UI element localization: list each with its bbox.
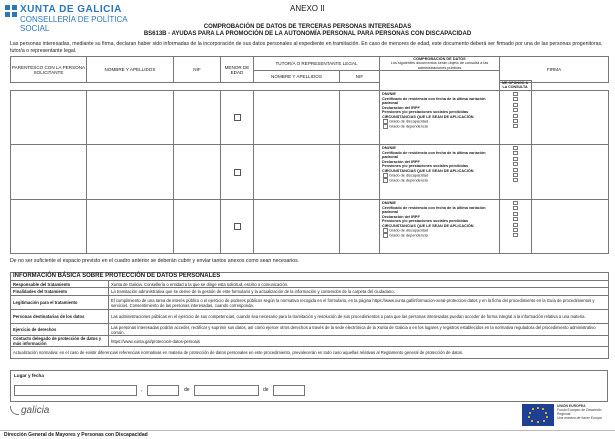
opongo-checkbox[interactable] bbox=[513, 162, 518, 166]
protection-label: Responsable del tratamiento bbox=[11, 281, 109, 288]
tutor-nif-field[interactable] bbox=[340, 91, 380, 145]
nombre-field[interactable] bbox=[87, 200, 174, 254]
protection-title: INFORMACIÓN BÁSICA SOBRE PROTECCIÓN DE DATOS PERSONALES bbox=[11, 273, 609, 281]
galicia-swoosh-icon bbox=[10, 406, 19, 415]
docs-list bbox=[380, 145, 500, 200]
protection-label: Legitimación para el tratamiento bbox=[11, 296, 109, 310]
protection-label: Finalidades del tratamiento bbox=[11, 288, 109, 296]
de-label: de bbox=[184, 387, 190, 393]
document-subtitle: BS613B - AYUDAS PARA LA PROMOCIÓN DE LA AUTONOMÍA PERSONAL PARA PERSONAS CON DISCAPACIDAD bbox=[143, 31, 472, 37]
tutor-nif-field[interactable] bbox=[340, 200, 380, 254]
doc-check-row bbox=[382, 124, 497, 129]
protection-label: Personas destinatarias de los datos bbox=[11, 310, 109, 324]
opongo-checkbox[interactable] bbox=[513, 103, 518, 107]
tutor-nombre-field[interactable] bbox=[254, 91, 340, 145]
doc-check-label: Grado de dependencia bbox=[389, 124, 428, 129]
doc-check-label: Grado de discapacidad bbox=[389, 173, 429, 178]
eu-funding-text bbox=[557, 404, 613, 420]
menor-cell bbox=[221, 200, 254, 254]
protection-footer: Actualización normativa: en el caso de existir diferencias referencias normativas en materia de protección de datos personales en este procedimiento, prevalecerán en todo caso aquellas relativas al Reglamento general de protección de datos. bbox=[11, 347, 609, 359]
data-protection-table bbox=[10, 272, 609, 359]
col-opongo: ME OPONGO A LA CONSULTA bbox=[499, 81, 531, 91]
menor-cell bbox=[221, 91, 254, 145]
opongo-checkbox[interactable] bbox=[513, 178, 518, 182]
eu-text: Fondo Europeo de Desarrollo Regional bbox=[557, 408, 602, 416]
day-field[interactable] bbox=[147, 385, 179, 396]
menor-checkbox[interactable] bbox=[234, 169, 241, 176]
col-menor-edad: MENOR DE EDAD bbox=[221, 57, 254, 83]
opongo-checks bbox=[500, 91, 532, 145]
opongo-checkbox[interactable] bbox=[513, 223, 518, 227]
doc-item: Certificado de residencia con fecha de la última variación padronal bbox=[382, 96, 486, 105]
doc-item: Pensiones y/o prestaciones sociales percibidas bbox=[382, 219, 469, 223]
opongo-checkbox[interactable] bbox=[513, 124, 518, 128]
xunta-mark-icon bbox=[5, 5, 17, 17]
doc-item: DNI/NIE bbox=[382, 146, 396, 150]
person-row bbox=[11, 91, 609, 145]
opongo-checkbox[interactable] bbox=[513, 233, 518, 237]
protection-label: Contacto delegado de protección de datos y más información bbox=[11, 336, 109, 347]
eu-text: Una manera de hacer Europa bbox=[557, 416, 602, 420]
col-comprobacion bbox=[380, 57, 500, 71]
doc-item: Certificado de residencia con fecha de la última variación padronal bbox=[382, 205, 486, 214]
document-title: COMPROBACIÓN DE DATOS DE TERCERAS PERSONAS INTERESADAS bbox=[203, 24, 412, 30]
doc-check-row bbox=[382, 178, 497, 183]
doc-check-row bbox=[382, 233, 497, 238]
doc-item: Pensiones y/o prestaciones sociales percibidas bbox=[382, 164, 469, 168]
protection-text: Xunta de Galicia. Consellería o entidad a la que se dirige esta solicitud, escrito o comunicación. bbox=[109, 281, 609, 288]
opongo-checkbox[interactable] bbox=[513, 206, 518, 210]
direccion-general: Dirección General de Mayores y Personas con Discapacidad bbox=[4, 432, 148, 438]
doc-item: Declaración del IRPF bbox=[382, 214, 420, 219]
doc-item: Declaración del IRPF bbox=[382, 159, 420, 164]
protection-link[interactable]: https://www.xunta.gal/proteccion-datos-persoais bbox=[109, 336, 609, 347]
col-firma: FIRMA bbox=[500, 57, 609, 83]
parentesco-field[interactable] bbox=[11, 91, 87, 145]
protection-text: Las personas interesadas podrán acceder, rectificar y suprimir sus datos, así como ejercer otros derechos a través de la sede electrónica de la Xunta de Galicia o en los lugares y registros establecidos en la normativa reguladora del procedimiento administrativo común. bbox=[109, 324, 609, 336]
person-row bbox=[11, 200, 609, 254]
opongo-checkbox[interactable] bbox=[513, 157, 518, 161]
doc-item: CIRCUNSTANCIAS QUE LE SEAN DE APLICACIÓN bbox=[382, 168, 474, 173]
nif-field[interactable] bbox=[174, 145, 221, 200]
tutor-nif-field[interactable] bbox=[340, 145, 380, 200]
month-field[interactable] bbox=[194, 385, 259, 396]
de-label: de bbox=[263, 387, 269, 393]
protection-label: Ejercicio de derechos bbox=[11, 324, 109, 336]
org-name: XUNTA DE GALICIA bbox=[20, 4, 122, 15]
doc-check-label: Grado de discapacidad bbox=[389, 228, 429, 233]
opongo-checkbox[interactable] bbox=[513, 201, 518, 205]
parentesco-field[interactable] bbox=[11, 145, 87, 200]
anexo-label: ANEXO II bbox=[290, 4, 325, 13]
firma-field[interactable] bbox=[532, 91, 609, 145]
doc-check-label: Grado de dependencia bbox=[389, 178, 428, 183]
opongo-checkbox[interactable] bbox=[513, 168, 518, 172]
menor-checkbox[interactable] bbox=[234, 223, 241, 230]
nif-field[interactable] bbox=[174, 200, 221, 254]
tutor-nombre-field[interactable] bbox=[254, 200, 340, 254]
col-tutor-nif: NIF bbox=[340, 71, 380, 83]
col-comprobacion-sub: Los siguientes documentos serán objeto de consulta a las administraciones públicas bbox=[390, 61, 489, 70]
dependencia-checkbox[interactable] bbox=[383, 233, 388, 238]
year-field[interactable] bbox=[273, 385, 305, 396]
col-tutor: TUTOR/A O REPRESENTANTE LEGAL bbox=[254, 57, 380, 71]
menor-cell bbox=[221, 145, 254, 200]
doc-check-label: Grado de discapacidad bbox=[389, 119, 429, 124]
col-tutor-nombre: NOMBRE Y APELLIDOS bbox=[254, 71, 340, 83]
person-row bbox=[11, 145, 609, 200]
nif-field[interactable] bbox=[174, 91, 221, 145]
docs-list bbox=[380, 200, 500, 254]
doc-item: CIRCUNSTANCIAS QUE LE SEAN DE APLICACIÓN bbox=[382, 114, 474, 119]
col-nombre: NOMBRE Y APELLIDOS bbox=[87, 57, 174, 83]
opongo-checkbox[interactable] bbox=[513, 212, 518, 216]
consellería-name-2: SOCIAL bbox=[20, 24, 50, 33]
protection-text: La tramitación administrativa que se derive de la gestión de este formulario y la actualización de la información y contenidos de la carpeta del ciudadano. bbox=[109, 288, 609, 296]
doc-item: Pensiones y/o prestaciones sociales percibidas bbox=[382, 110, 469, 114]
opongo-checkbox[interactable] bbox=[513, 151, 518, 155]
comma-sep: , bbox=[141, 387, 143, 393]
place-date-section bbox=[10, 370, 608, 402]
tutor-nombre-field[interactable] bbox=[254, 145, 340, 200]
doc-check-label: Grado de dependencia bbox=[389, 233, 428, 238]
doc-item: Certificado de residencia con fecha de la última variación padronal bbox=[382, 150, 486, 159]
eu-text: UNIÓN EUROPEA bbox=[557, 404, 586, 408]
eu-flag-icon bbox=[522, 404, 554, 426]
doc-item: CIRCUNSTANCIAS QUE LE SEAN DE APLICACIÓN bbox=[382, 223, 474, 228]
opongo-checkbox[interactable] bbox=[513, 97, 518, 101]
place-date-label: Lugar y fecha bbox=[14, 373, 44, 378]
opongo-checks bbox=[500, 200, 532, 254]
opongo-checkbox[interactable] bbox=[513, 146, 518, 150]
persons-data bbox=[10, 90, 609, 254]
firma-field[interactable] bbox=[532, 145, 609, 200]
col-parentesco: PARENTESCO CON LA PERSONA SOLICITANTE bbox=[11, 57, 87, 83]
protection-text: El cumplimiento de una tarea de interés público o el ejercicio de poderes públicos según la normativa recogida en el formulario, en la página https://www.xunta.gal/informacion-xeral-proteccion-datos y en la ficha del procedimiento en la Guía de procedimientos y servicios. Consentimiento de las personas interesadas, cuando corresponda. bbox=[109, 296, 609, 310]
doc-item: Declaración del IRPF bbox=[382, 105, 420, 110]
dependencia-checkbox[interactable] bbox=[383, 178, 388, 183]
opongo-checkbox[interactable] bbox=[513, 173, 518, 177]
opongo-checkbox[interactable] bbox=[513, 228, 518, 232]
parentesco-field[interactable] bbox=[11, 200, 87, 254]
opongo-checkbox[interactable] bbox=[513, 119, 518, 123]
opongo-checkbox[interactable] bbox=[513, 217, 518, 221]
opongo-checkbox[interactable] bbox=[513, 108, 518, 112]
doc-item: DNI/NIE bbox=[382, 92, 396, 96]
opongo-checkbox[interactable] bbox=[513, 114, 518, 118]
consellería-name: CONSELLERÍA DE POLÍTICA bbox=[20, 15, 128, 24]
menor-checkbox[interactable] bbox=[234, 114, 241, 121]
dependencia-checkbox[interactable] bbox=[383, 124, 388, 129]
galicia-logo bbox=[10, 405, 49, 416]
doc-item: DNI/NIE bbox=[382, 201, 396, 205]
protection-text: Las administraciones públicas en el ejercicio de sus competencias, cuando sea necesario para la tramitación y resolución de sus procedimientos o para que las personas interesadas puedan acceder de forma integral a la información relativa a una materia. bbox=[109, 310, 609, 324]
document-header bbox=[0, 0, 615, 40]
galicia-logo-text: galicia bbox=[21, 405, 50, 416]
opongo-checkbox[interactable] bbox=[513, 92, 518, 96]
docs-list bbox=[380, 91, 500, 145]
col-nif: NIF bbox=[174, 57, 221, 83]
nombre-field[interactable] bbox=[87, 145, 174, 200]
nombre-field[interactable] bbox=[87, 91, 174, 145]
opongo-checks bbox=[500, 145, 532, 200]
intro-text: Las personas interesadas, mediante su firma, declaran haber sido informadas de la incorporación de sus datos personales al expediente en tramitación. En caso de menores de edad, este documento deberá ser firmado por una de las personas progenitoras, tutor/a o representante legal. bbox=[10, 41, 603, 54]
place-field[interactable] bbox=[14, 385, 137, 396]
footer-divider bbox=[0, 430, 615, 431]
firma-field[interactable] bbox=[532, 200, 609, 254]
space-note: De no ser suficiente el espacio previsto en el cuadro anterior se deberán cubrir y enviar tantos anexos como sean necesarios. bbox=[10, 258, 300, 264]
col-comprobacion-title: COMPROBACIÓN DE DATOS bbox=[413, 57, 466, 61]
